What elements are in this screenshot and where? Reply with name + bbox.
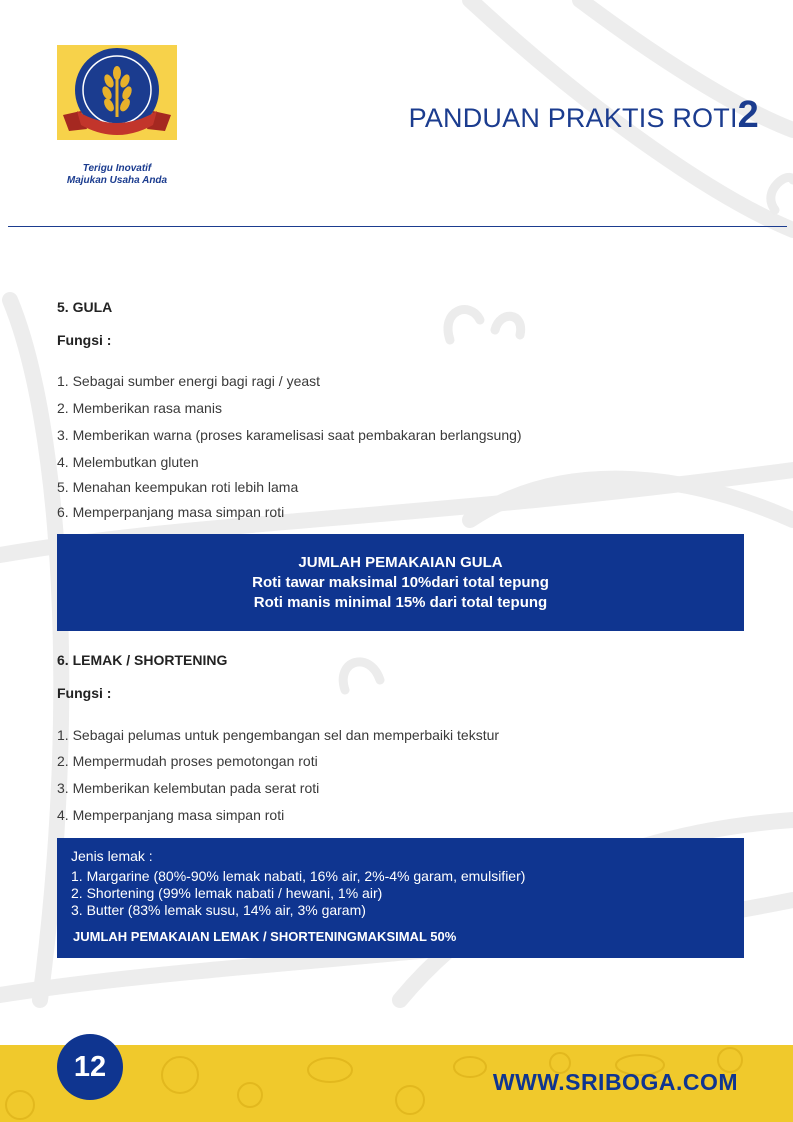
list-item: 4. Melembutkan gluten [57, 454, 199, 470]
sriboga-flour-mill-logo [57, 45, 177, 140]
gula-usage-roti-manis: Roti manis minimal 15% dari total tepung [253, 594, 548, 611]
list-item: 6. Memperpanjang masa simpan roti [57, 504, 285, 520]
lemak-types-title: Jenis lemak : [71, 848, 153, 864]
lemak-type-item: 3. Butter (83% lemak susu, 14% air, 3% garam) [71, 902, 366, 918]
document-title [409, 94, 759, 137]
list-item: 5. Menahan keempukan roti lebih lama [57, 479, 299, 495]
list-item: 3. Memberikan kelembutan pada serat roti [57, 780, 320, 796]
list-item: 2. Memberikan rasa manis [57, 400, 222, 416]
tagline-line-2: Majukan Usaha Anda [66, 175, 168, 186]
gula-usage-box [57, 534, 744, 631]
list-item: 1. Sebagai pelumas untuk pengembangan sel dan memperbaiki tekstur [57, 727, 500, 743]
section-heading-lemak: 6. LEMAK / SHORTENING [57, 652, 228, 668]
tagline-line-1: Terigu Inovatif [82, 163, 152, 174]
lemak-usage-total: JUMLAH PEMAKAIAN LEMAK / SHORTENINGMAKSIMAL 50% [73, 929, 457, 944]
website-link[interactable]: WWW.SRIBOGA.COM [492, 1069, 738, 1095]
header-divider [8, 226, 787, 227]
document-title-text: PANDUAN PRAKTIS ROTI [408, 103, 738, 133]
document-title-number: 2 [737, 94, 759, 136]
list-item: 4. Memperpanjang masa simpan roti [57, 807, 285, 823]
gula-usage-title: JUMLAH PEMAKAIAN GULA [298, 554, 503, 571]
fungsi-label-lemak: Fungsi : [57, 685, 112, 701]
gula-usage-roti-tawar: Roti tawar maksimal 10%dari total tepung [252, 574, 549, 591]
page-number: 12 [57, 1034, 123, 1100]
logo-tagline [57, 163, 177, 187]
list-item: 1. Sebagai sumber energi bagi ragi / yeast [57, 373, 321, 389]
section-heading-gula: 5. GULA [57, 299, 113, 315]
lemak-type-item: 1. Margarine (80%-90% lemak nabati, 16% air, 2%-4% garam, emulsifier) [71, 868, 526, 884]
list-item: 3. Memberikan warna (proses karamelisasi saat pembakaran berlangsung) [57, 427, 522, 443]
lemak-type-item: 2. Shortening (99% lemak nabati / hewani, 1% air) [71, 885, 383, 901]
list-item: 2. Mempermudah proses pemotongan roti [57, 753, 318, 769]
lemak-types-box [57, 838, 744, 958]
fungsi-label-gula: Fungsi : [57, 332, 112, 348]
